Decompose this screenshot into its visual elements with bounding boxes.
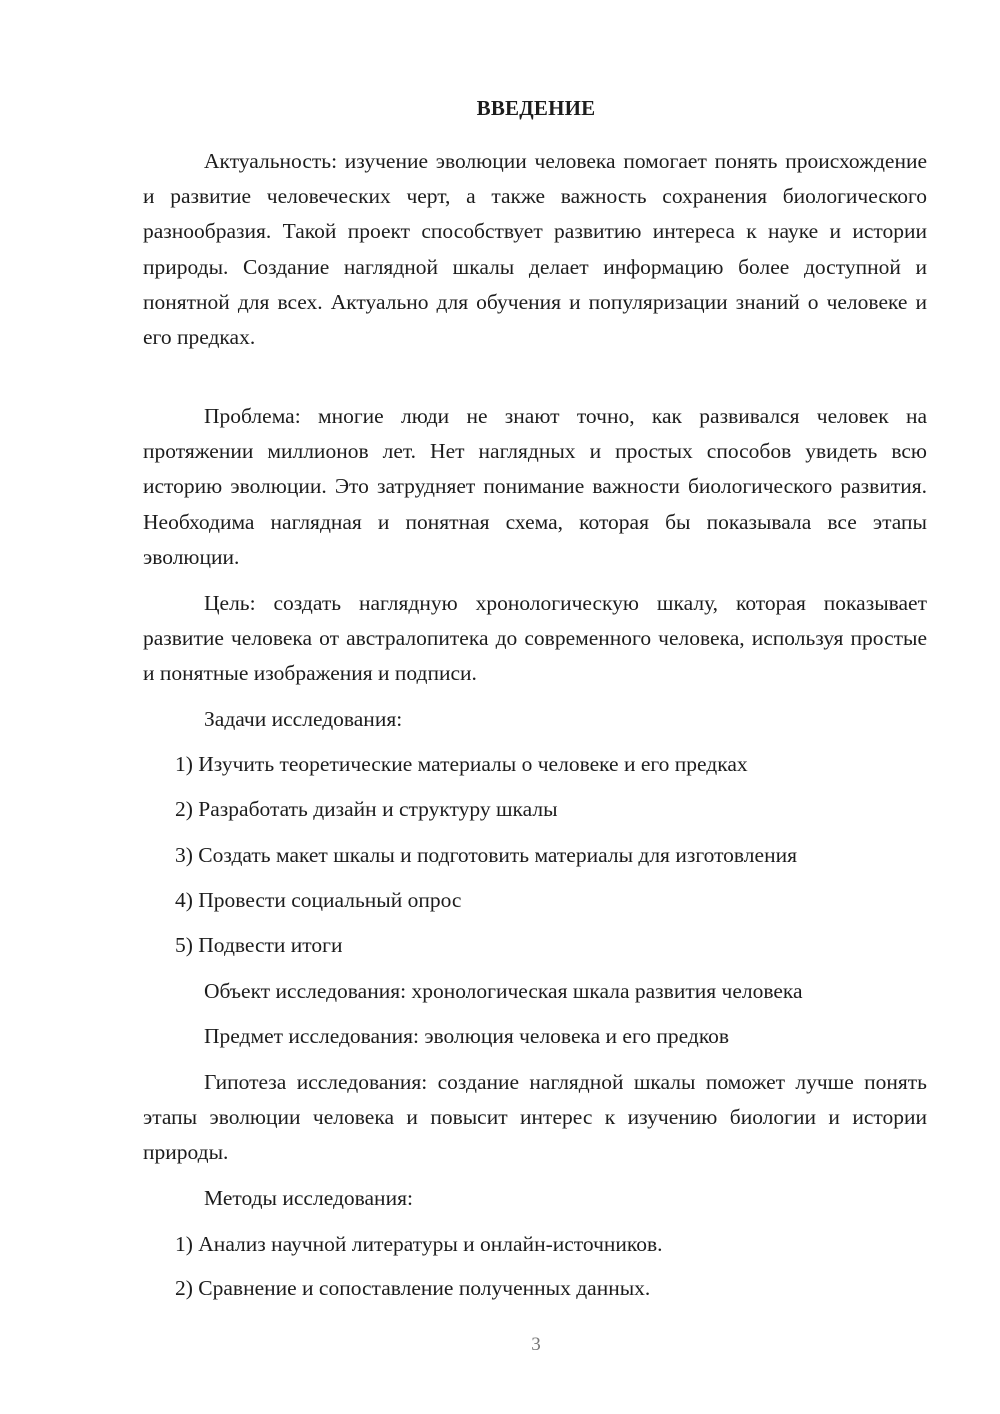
- page-title: ВВЕДЕНИЕ: [476, 96, 596, 120]
- task-item: 1) Изучить теоретические материалы о человеке и его предках: [175, 752, 748, 776]
- task-item: 5) Подвести итоги: [175, 933, 343, 957]
- problem-paragraph: Проблема: многие люди не знают точно, как развивался человек на протяжении миллионов лет. Нет наглядных и простых способов увидеть всю историю эволюции. Это затрудняет понимание важности биологического развития. Необходима наглядная и понятная схема, которая бы показывала все этапы эволюции.: [143, 404, 927, 569]
- research-object: Объект исследования: хронологическая шкала развития человека: [204, 979, 803, 1003]
- research-subject: Предмет исследования: эволюция человека и его предков: [204, 1024, 730, 1048]
- task-item: 4) Провести социальный опрос: [175, 888, 462, 912]
- task-item: 2) Разработать дизайн и структуру шкалы: [175, 797, 558, 821]
- tasks-heading: Задачи исследования:: [204, 707, 403, 731]
- method-item: 1) Анализ научной литературы и онлайн-источников.: [175, 1232, 663, 1256]
- hypothesis-paragraph: Гипотеза исследования: создание наглядной шкалы поможет лучше понять этапы эволюции человека и повысит интерес к изучению биологии и истории природы.: [143, 1070, 927, 1165]
- methods-heading: Методы исследования:: [204, 1186, 413, 1210]
- goal-paragraph: Цель: создать наглядную хронологическую шкалу, которая показывает развитие человека от австралопитека до современного человека, используя простые и понятные изображения и подписи.: [143, 591, 927, 686]
- task-item: 3) Создать макет шкалы и подготовить материалы для изготовления: [175, 843, 797, 867]
- relevance-paragraph: Актуальность: изучение эволюции человека помогает понять происхождение и развитие человеческих черт, а также важность сохранения биологического разнообразия. Такой проект способствует развитию интереса к науке и истории природы. Создание наглядной шкалы делает информацию более доступной и понятной для всех. Актуально для обучения и популяризации знаний о человеке и его предках.: [143, 149, 927, 350]
- page-number: 3: [531, 1334, 541, 1355]
- method-item: 2) Сравнение и сопоставление полученных данных.: [175, 1276, 651, 1300]
